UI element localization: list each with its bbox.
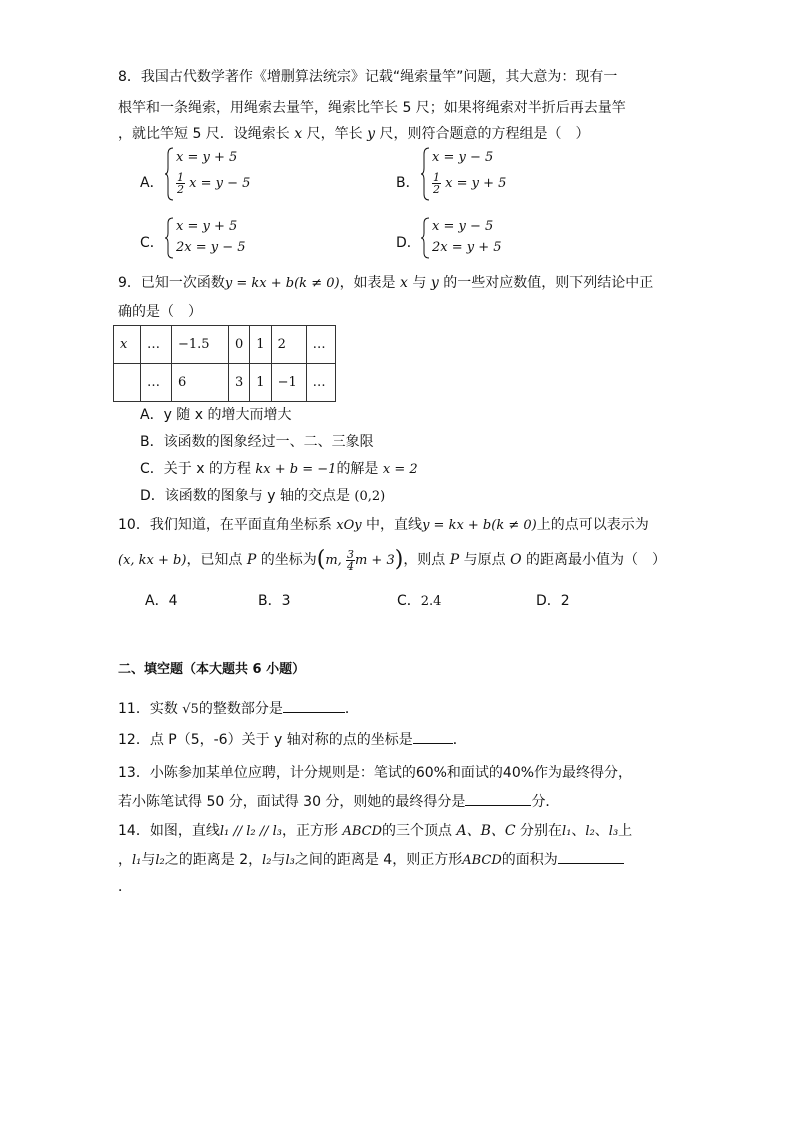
table-cell: 1 xyxy=(250,326,271,364)
section-title: 二、填空题（本大题共 6 小题） xyxy=(118,662,306,677)
q8-option-a-label: A． xyxy=(140,175,164,191)
brace-icon xyxy=(420,146,430,202)
q9-option-d: D．该函数的图象与 y 轴的交点是 (0,2) xyxy=(140,488,386,504)
q9-option-a: A．y 随 x 的增大而增大 xyxy=(140,407,292,423)
q9-line2: 确的是（ ） xyxy=(118,304,202,320)
q13-line1: 13．小陈参加某单位应聘，计分规则是：笔试的60%和面试的40%作为最终得分， xyxy=(118,765,633,781)
q14-line2: ，l₁与l₂之的距离是 2，l₂与l₃之间的距离是 4，则正方形ABCD的面积为 xyxy=(118,849,624,869)
table-row xyxy=(114,364,336,402)
q8-c-eq1: x = y + 5 xyxy=(176,219,238,234)
q8-b-eq2: $\frac{1}{2}$ x = y + 5 xyxy=(433,171,507,196)
answer-blank[interactable] xyxy=(558,863,624,864)
table-row xyxy=(114,326,336,364)
table-cell: 6 xyxy=(172,364,229,402)
q8-option-b-system xyxy=(420,146,540,202)
q8-option-d-system xyxy=(420,216,540,260)
q8-d-eq2: 2x = y + 5 xyxy=(432,240,502,255)
table-cell: x xyxy=(114,326,141,364)
q10-line2: (x, kx + b)，已知点 P 的坐标为(m, $\frac{3}{4}$ m + 3)，则点 P 与原点 O 的距离最小值为（ ） xyxy=(118,547,667,573)
q8-line3: ，就比竿短 5 尺．设绳索长 x 尺，竿长 y 尺，则符合题意的方程组是（ ） xyxy=(118,126,590,142)
table-cell: … xyxy=(306,364,335,402)
q8-line2: 根竿和一条绳索，用绳索去量竿，绳索比竿长 5 尺；如果将绳索对半折后再去量竿 xyxy=(118,100,626,116)
table-cell xyxy=(114,364,141,402)
table-cell: −1 xyxy=(271,364,306,402)
q8-option-d-label: D． xyxy=(396,235,421,251)
answer-blank[interactable] xyxy=(283,712,345,713)
q11: 11．实数 √5的整数部分是 ． xyxy=(118,701,359,717)
q14-line1: 14．如图，直线l₁ // l₂ // l₃，正方形 ABCD的三个顶点 A、B、C 分别在l₁、l₂、l₃上 xyxy=(118,823,633,839)
table-cell: −1.5 xyxy=(172,326,229,364)
q10-option-a: A．4 xyxy=(145,593,178,609)
q10-line1: 10．我们知道，在平面直角坐标系 xOy 中，直线y = kx + b(k ≠ 0)上的点可以表示为 xyxy=(118,517,649,533)
q8-option-a-system xyxy=(164,146,284,202)
q14-line3: ． xyxy=(118,879,132,895)
table-cell: 1 xyxy=(250,364,271,402)
table-cell: 2 xyxy=(271,326,306,364)
q8-option-b-label: B． xyxy=(396,175,420,191)
q10-option-d: D．2 xyxy=(536,593,570,609)
table-cell: … xyxy=(141,326,172,364)
q13-line2: 若小陈笔试得 50 分，面试得 30 分，则她的最终得分是 分． xyxy=(118,794,560,810)
q9-option-c: C．关于 x 的方程 kx + b = −1的解是 x = 2 xyxy=(140,461,418,477)
q12: 12．点 P（5，-6）关于 y 轴对称的点的坐标是 ． xyxy=(118,732,467,748)
brace-icon xyxy=(420,216,430,260)
q8-option-c-label: C． xyxy=(140,235,164,251)
q8-c-eq2: 2x = y − 5 xyxy=(176,240,246,255)
q8-a-eq1: x = y + 5 xyxy=(176,150,238,165)
q9-option-b: B．该函数的图象经过一、二、三象限 xyxy=(140,434,374,450)
q9-line1: 9．已知一次函数y = kx + b(k ≠ 0)，如表是 x 与 y 的一些对应数值，则下列结论中正 xyxy=(118,275,654,291)
q8-a-eq2: $\frac{1}{2}$ x = y − 5 xyxy=(177,171,251,196)
table-cell: 3 xyxy=(229,364,250,402)
q8-line1: 8．我国古代数学著作《增删算法统宗》记载“绳索量竿”问题，其大意为：现有一 xyxy=(118,69,618,85)
q10-option-c: C．2.4 xyxy=(397,593,442,609)
table-cell: 0 xyxy=(229,326,250,364)
answer-blank[interactable] xyxy=(413,743,453,744)
answer-blank[interactable] xyxy=(465,805,531,806)
brace-icon xyxy=(164,146,174,202)
table-cell: … xyxy=(306,326,335,364)
q10-option-b: B．3 xyxy=(258,593,291,609)
q8-d-eq1: x = y − 5 xyxy=(432,219,494,234)
brace-icon xyxy=(164,216,174,260)
q8-option-c-system xyxy=(164,216,284,260)
q8-b-eq1: x = y − 5 xyxy=(432,150,494,165)
q9-value-table xyxy=(113,325,336,402)
table-cell: … xyxy=(141,364,172,402)
